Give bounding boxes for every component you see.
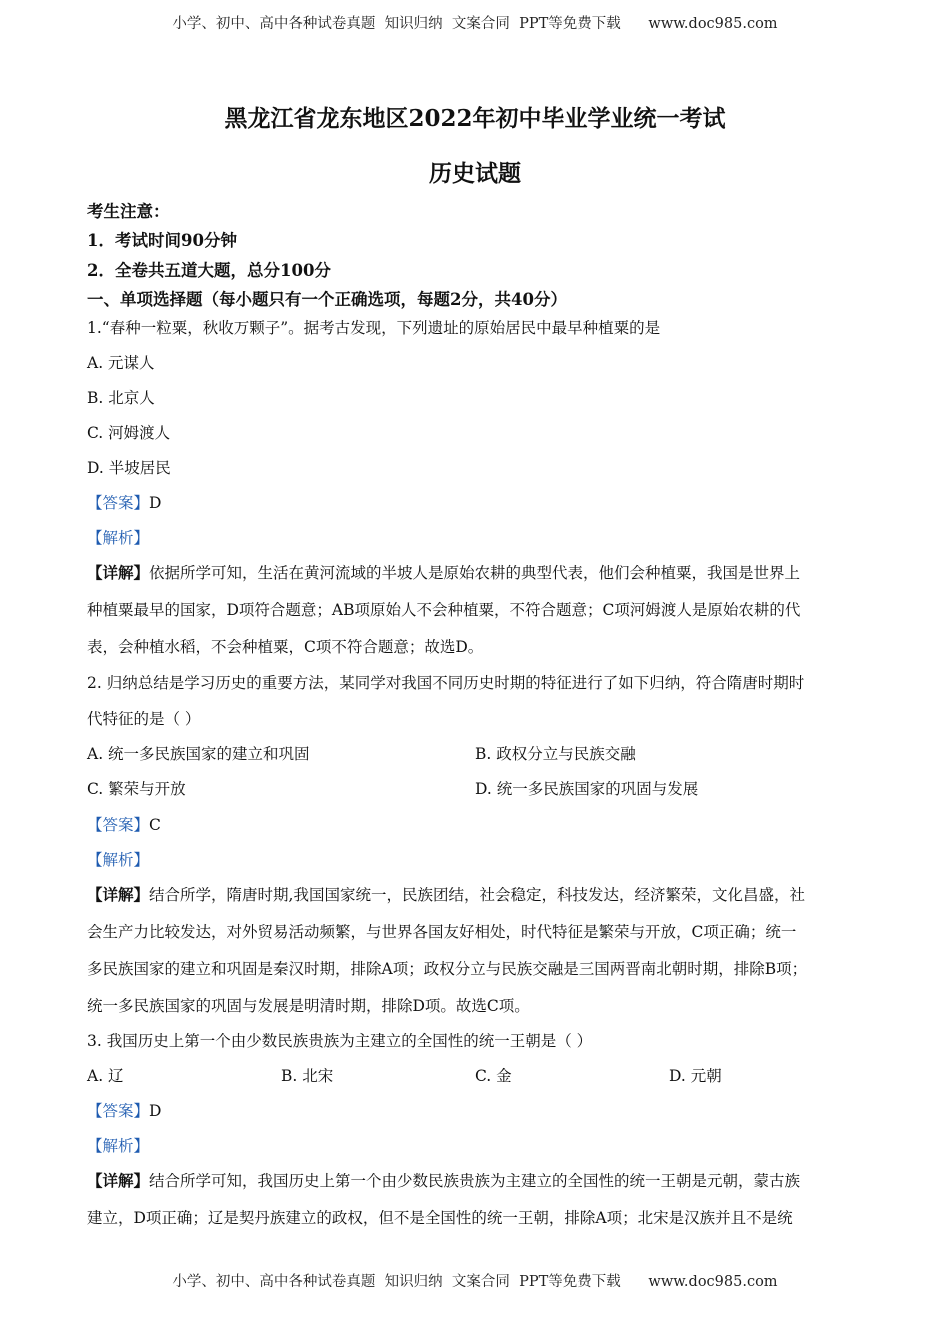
question-2-stem-line-2: 代特征的是（ ） (87, 710, 201, 728)
question-1-option-c: C. 河姆渡人 (87, 424, 171, 442)
question-2-detail-line-4: 统一多民族国家的巩固与发展是明清时期，排除D项。故选C项。 (87, 997, 530, 1015)
question-3-option-c: C. 金 (475, 1067, 512, 1085)
question-2-stem-line-1: 2. 归纳总结是学习历史的重要方法，某同学对我国不同历史时期的特征进行了如下归纳，符合隋唐时期时 (87, 674, 805, 692)
question-1-option-a: A. 元谋人 (87, 354, 155, 372)
answer-label: 【答案】 (87, 1102, 150, 1120)
question-1-stem: 1.“春种一粒粟，秋收万颗子”。据考古发现，下列遗址的原始居民中最早种植粟的是 (87, 319, 661, 337)
answer-value: D (149, 494, 162, 512)
detail-label: 【详解】 (87, 1171, 150, 1190)
detail-label: 【详解】 (87, 885, 150, 904)
detail-label: 【详解】 (87, 563, 150, 582)
header-banner: 小学、初中、高中各种试卷真题 知识归纳 文案合同 PPT等免费下载 www.doc985.com (172, 16, 778, 32)
detail-text: 依据所学可知，生活在黄河流域的半坡人是原始农耕的典型代表，他们会种植粟，我国是世界上 (149, 564, 801, 582)
question-3-option-d: D. 元朝 (669, 1067, 722, 1085)
exam-title: 黑龙江省龙东地区2022年初中毕业学业统一考试 (224, 105, 726, 132)
notice-item-time: 1．考试时间90分钟 (87, 231, 237, 250)
answer-value: D (149, 1102, 162, 1120)
question-2-detail-line-3: 多民族国家的建立和巩固是秦汉时期，排除A项；政权分立与民族交融是三国两晋南北朝时期，排除B项； (87, 960, 808, 978)
question-1-detail-line-1 (87, 563, 800, 583)
footer-banner: 小学、初中、高中各种试卷真题 知识归纳 文案合同 PPT等免费下载 www.doc985.com (172, 1274, 778, 1290)
question-3-detail-line-1 (87, 1171, 800, 1191)
question-3-detail-line-2: 建立，D项正确；辽是契丹族建立的政权，但不是全国性的统一王朝，排除A项；北宋是汉族并且不是统 (87, 1209, 793, 1227)
detail-text: 结合所学可知，我国历史上第一个由少数民族贵族为主建立的全国性的统一王朝是元朝，蒙古族 (149, 1172, 801, 1190)
question-1-option-d: D. 半坡居民 (87, 459, 171, 477)
question-2-answer (87, 815, 161, 835)
question-1-answer (87, 493, 161, 513)
question-2-option-d: D. 统一多民族国家的巩固与发展 (475, 780, 699, 798)
exam-subtitle: 历史试题 (429, 160, 521, 187)
question-2-option-c: C. 繁荣与开放 (87, 780, 186, 798)
question-1-option-b: B. 北京人 (87, 389, 155, 407)
question-1-analysis-label: 【解析】 (87, 529, 150, 547)
question-1-detail-line-2: 种植粟最早的国家，D项符合题意；AB项原始人不会种植粟，不符合题意；C项河姆渡人是原始农耕的代 (87, 601, 801, 619)
question-1-detail-line-3: 表，会种植水稻，不会种植粟，C项不符合题意；故选D。 (87, 638, 484, 656)
question-2-option-a: A. 统一多民族国家的建立和巩固 (87, 745, 310, 763)
question-3-option-a: A. 辽 (87, 1067, 124, 1085)
question-2-analysis-label: 【解析】 (87, 851, 150, 869)
question-2-option-b: B. 政权分立与民族交融 (475, 745, 636, 763)
detail-text: 结合所学，隋唐时期,我国国家统一，民族团结，社会稳定，科技发达，经济繁荣，文化昌盛，社 (149, 886, 805, 904)
notice-item-score: 2．全卷共五道大题，总分100分 (87, 261, 331, 280)
answer-value: C (149, 816, 161, 834)
question-3-option-b: B. 北宋 (281, 1067, 334, 1085)
answer-label: 【答案】 (87, 494, 150, 512)
section-heading: 一、单项选择题（每小题只有一个正确选项，每题2分，共40分） (87, 290, 567, 309)
notice-heading: 考生注意： (87, 202, 170, 221)
question-2-detail-line-1 (87, 885, 805, 905)
question-3-stem: 3. 我国历史上第一个由少数民族贵族为主建立的全国性的统一王朝是（ ） (87, 1032, 593, 1050)
question-3-answer (87, 1101, 161, 1121)
answer-label: 【答案】 (87, 816, 150, 834)
question-3-analysis-label: 【解析】 (87, 1137, 150, 1155)
question-2-detail-line-2: 会生产力比较发达，对外贸易活动频繁，与世界各国友好相处，时代特征是繁荣与开放，C项正确；统一 (87, 923, 797, 941)
